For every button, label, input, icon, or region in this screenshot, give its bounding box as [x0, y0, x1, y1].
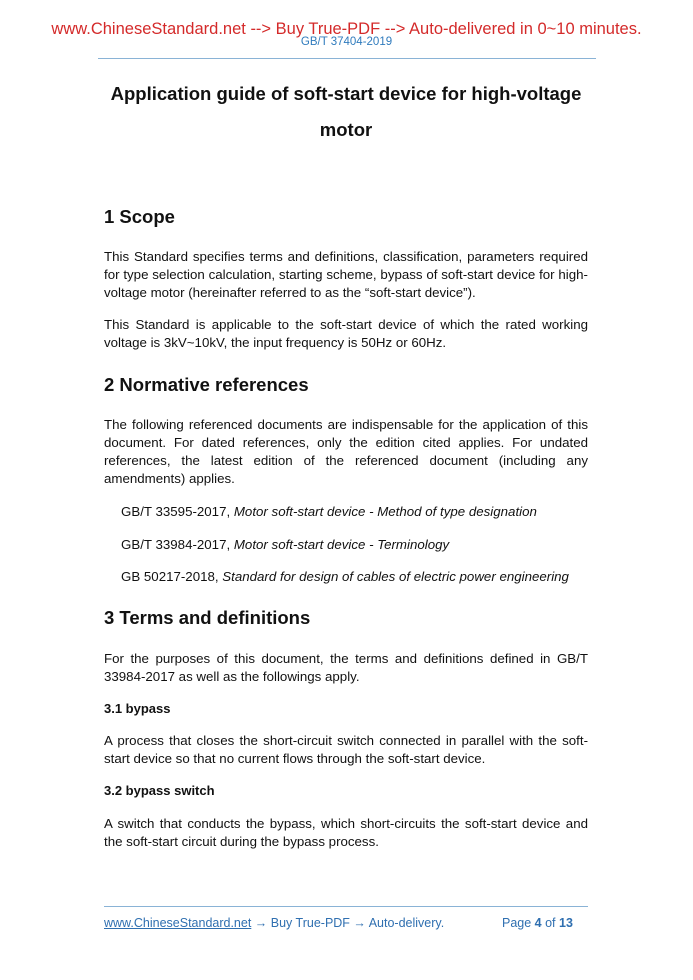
term-heading-bypass: 3.1 bypass	[104, 701, 171, 716]
document-title-line2: motor	[319, 119, 373, 140]
term-definition-bypass: A process that closes the short-circuit switch connected in parallel with the soft-start device so that no current flows through the soft-start device.	[104, 733, 588, 766]
reference-item	[121, 536, 449, 554]
reference-code: GB 50217-2018,	[121, 569, 223, 584]
reference-code: GB/T 33984-2017,	[121, 537, 234, 552]
reference-title: Standard for design of cables of electric power engineering	[222, 569, 569, 584]
section-heading-normative-references: 2 Normative references	[104, 374, 309, 395]
reference-code: GB/T 33595-2017,	[121, 504, 234, 519]
page-indicator	[502, 915, 573, 931]
reference-title: Motor soft-start device - Method of type designation	[233, 504, 537, 519]
footer-promo	[104, 915, 444, 931]
section-heading-scope: 1 Scope	[104, 206, 175, 227]
term-definition-bypass-switch: A switch that conducts the bypass, which short-circuits the soft-start device and the soft-start circuit during the bypass process.	[104, 816, 588, 849]
scope-paragraph-2: This Standard is applicable to the soft-start device of which the rated working voltage is 3kV~10kV, the input frequency is 50Hz or 60Hz.	[104, 317, 588, 350]
promo-banner: www.ChineseStandard.net --> Buy True-PDF --> Auto-delivered in 0~10 minutes.	[51, 20, 642, 38]
normative-paragraph: The following referenced documents are indispensable for the application of this document. For dated references, only the edition cited applies. For undated references, the latest edition of the referenced document (including any amendments) applies.	[104, 417, 588, 486]
footer-link[interactable]: www.ChineseStandard.net	[104, 916, 252, 930]
reference-item	[121, 568, 569, 586]
term-heading-bypass-switch: 3.2 bypass switch	[104, 783, 215, 798]
page-number: 4	[534, 916, 542, 930]
footer-divider	[104, 906, 588, 907]
page-total: 13	[559, 916, 573, 930]
page-of-label: of	[541, 916, 559, 930]
section-heading-terms: 3 Terms and definitions	[104, 607, 311, 628]
footer-promo-text: → Buy True-PDF → Auto-delivery.	[251, 916, 445, 930]
reference-item	[121, 503, 537, 521]
page-label: Page	[502, 916, 535, 930]
header-divider	[98, 58, 596, 59]
document-title-line1: Application guide of soft-start device for high-voltage	[110, 83, 582, 104]
terms-paragraph: For the purposes of this document, the terms and definitions defined in GB/T 33984-2017 as well as the followings apply.	[104, 651, 588, 684]
document-number: GB/T 37404-2019	[300, 36, 393, 48]
scope-paragraph-1: This Standard specifies terms and definitions, classification, parameters required for type selection calculation, starting scheme, bypass of soft-start device for high-voltage motor (hereinafter referred to as the “soft-start device”).	[104, 249, 588, 300]
reference-title: Motor soft-start device - Terminology	[233, 537, 450, 552]
